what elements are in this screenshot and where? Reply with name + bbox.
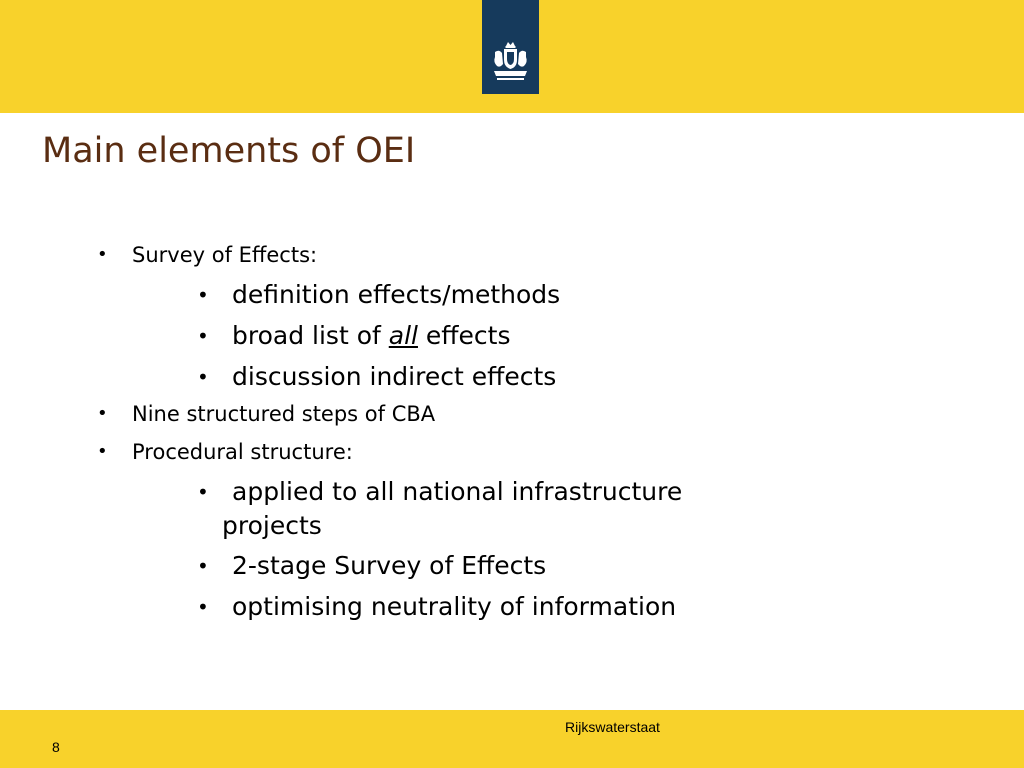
emphasis-text: all [388, 321, 418, 350]
sub-bullet-text: 2-stage Survey of Effects [232, 551, 547, 580]
text-before-emphasis: broad list of [232, 321, 389, 350]
page-number: 8 [52, 739, 60, 755]
slide-title: Main elements of OEI [42, 131, 416, 171]
bullet-dot: • [197, 554, 209, 578]
bullet-dot: • [97, 441, 108, 462]
bullet-dot: • [197, 595, 209, 619]
sub-bullet-text: projects [222, 511, 322, 540]
bullet-text: Procedural structure: [132, 440, 353, 464]
bullet-dot: • [197, 480, 209, 504]
footer-organization: Rijkswaterstaat [565, 719, 660, 735]
sub-bullet-text: discussion indirect effects [232, 362, 557, 391]
bullet-text: Survey of Effects: [132, 243, 318, 267]
bullet-dot: • [97, 244, 108, 265]
sub-bullet-text: definition effects/methods [232, 280, 561, 309]
sub-bullet-continuation [222, 509, 322, 543]
sub-bullet-text: applied to all national infrastructure [232, 477, 683, 506]
royal-coat-of-arms-icon [491, 40, 530, 82]
bullet-dot: • [97, 403, 108, 424]
footer-band [0, 710, 1024, 768]
bullet-dot: • [197, 324, 209, 348]
logo-ribbon [482, 0, 539, 94]
sub-bullet-text: optimising neutrality of information [232, 592, 677, 621]
sub-bullet-text [232, 319, 510, 353]
bullet-dot: • [197, 365, 209, 389]
bullet-dot: • [197, 283, 209, 307]
bullet-text: Nine structured steps of CBA [132, 402, 436, 426]
text-after-emphasis: effects [417, 321, 511, 350]
header-band [0, 0, 1024, 113]
